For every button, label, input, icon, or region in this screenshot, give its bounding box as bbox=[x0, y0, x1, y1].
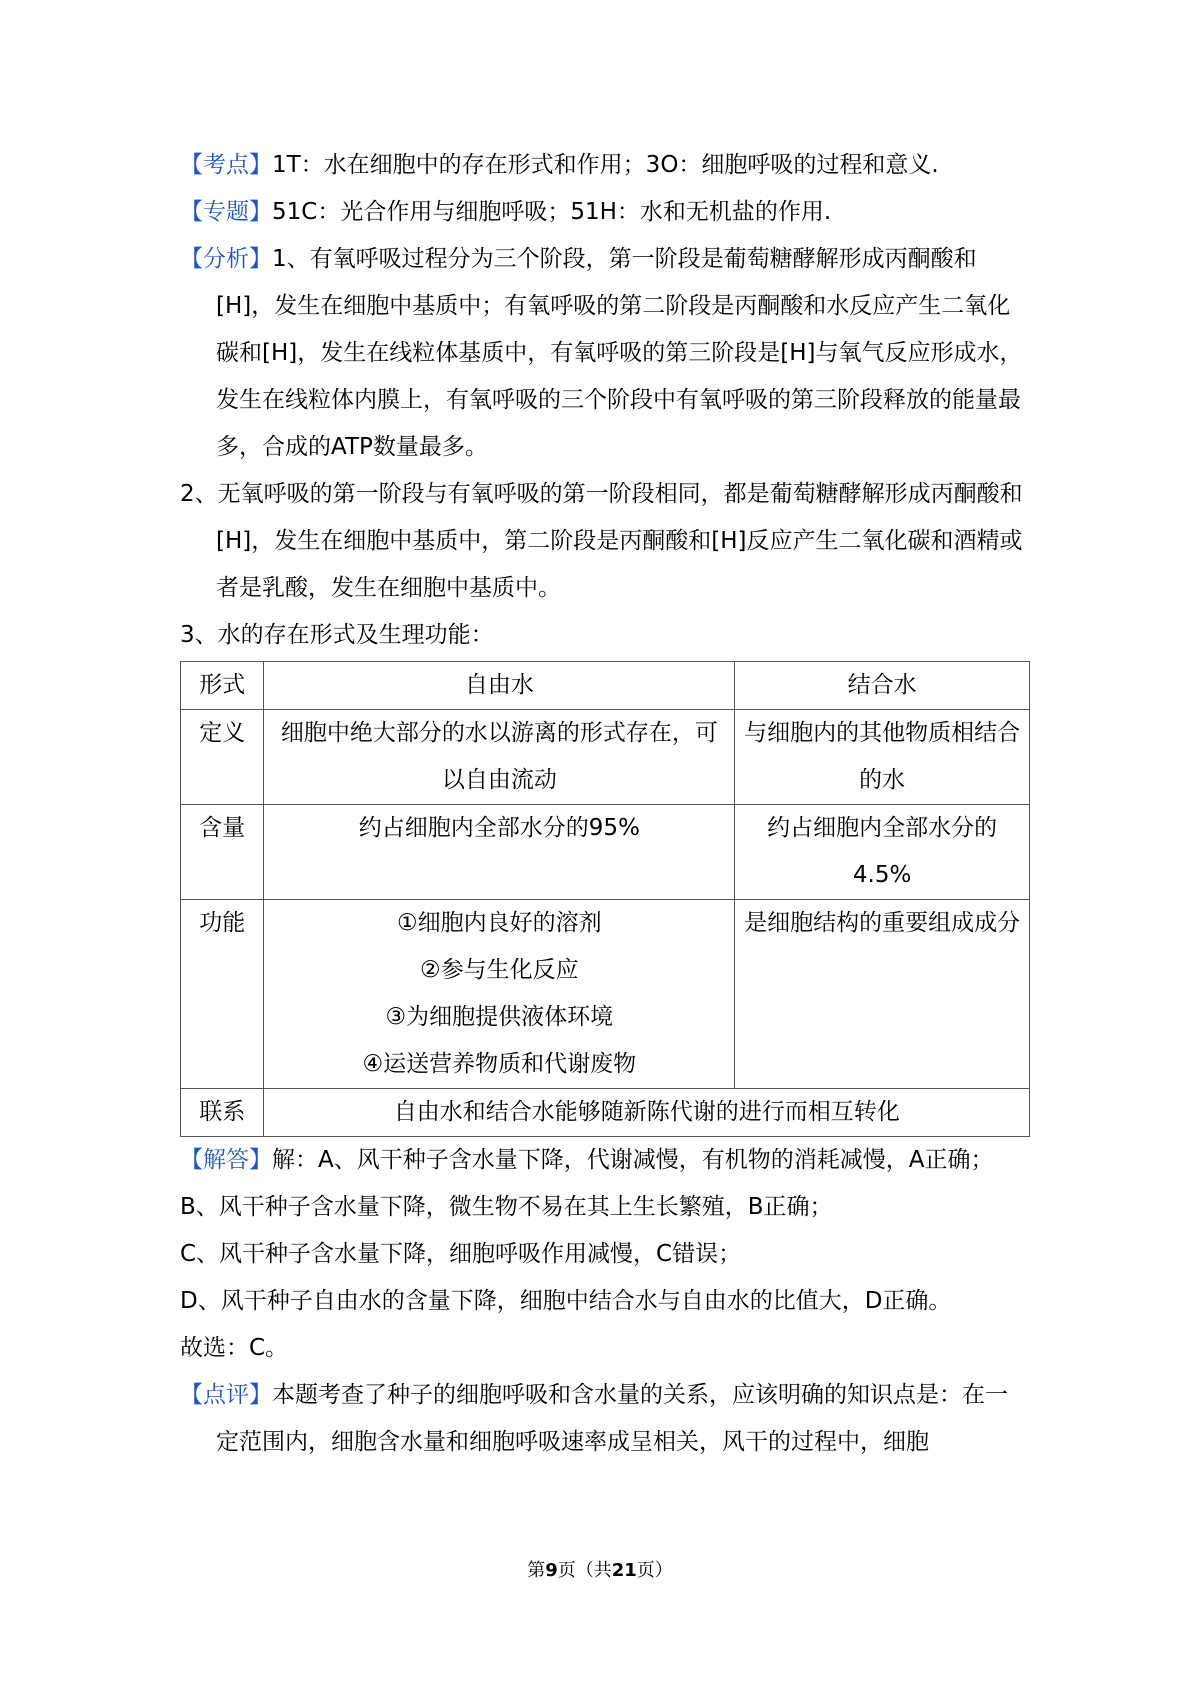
footer-total-pages: 21 bbox=[611, 1560, 637, 1581]
jieda-paragraph bbox=[180, 1137, 1025, 1184]
relation-text: 自由水和结合水能够随新陈代谢的进行而相互转化 bbox=[264, 1089, 1030, 1137]
bound-water-content: 约占细胞内全部水分的4.5% bbox=[735, 805, 1030, 900]
bound-water-function: 是细胞结构的重要组成成分 bbox=[735, 900, 1030, 1089]
water-forms-table bbox=[180, 661, 1030, 1137]
function-2: ②参与生化反应 bbox=[420, 957, 579, 983]
header-bound-water: 结合水 bbox=[735, 662, 1030, 710]
function-3: ③为细胞提供液体环境 bbox=[385, 1004, 614, 1030]
fenxi-paragraph-1 bbox=[180, 236, 1025, 471]
footer-post: 页） bbox=[636, 1560, 673, 1581]
free-water-functions bbox=[264, 900, 735, 1089]
table-header-row bbox=[181, 662, 1030, 710]
free-water-definition: 细胞中绝大部分的水以游离的形式存在，可以自由流动 bbox=[264, 710, 735, 805]
kaodian-text: 1T：水在细胞中的存在形式和作用；3O：细胞呼吸的过程和意义. bbox=[272, 152, 939, 178]
kaodian-tag: 【考点】 bbox=[180, 152, 272, 178]
table-row-content bbox=[181, 805, 1030, 900]
answer-content bbox=[180, 142, 1025, 1466]
jieda-c: C、风干种子含水量下降，细胞呼吸作用减慢，C错误； bbox=[180, 1241, 742, 1267]
dianping-text: 本题考查了种子的细胞呼吸和含水量的关系，应该明确的知识点是：在一定范围内，细胞含水量和细胞呼吸速率成呈相关，风干的过程中，细胞 bbox=[216, 1382, 1008, 1455]
label-function: 功能 bbox=[181, 900, 264, 1089]
zhuanti-line bbox=[180, 189, 1025, 236]
footer-page-number: 9 bbox=[545, 1560, 558, 1581]
label-content: 含量 bbox=[181, 805, 264, 900]
header-form: 形式 bbox=[181, 662, 264, 710]
zhuanti-tag: 【专题】 bbox=[180, 199, 272, 225]
jieda-b: B、风干种子含水量下降，微生物不易在其上生长繁殖，B正确； bbox=[180, 1194, 833, 1220]
label-relation: 联系 bbox=[181, 1089, 264, 1137]
dianping-paragraph bbox=[180, 1372, 1025, 1466]
dianping-tag: 【点评】 bbox=[180, 1382, 272, 1408]
fenxi-tag: 【分析】 bbox=[180, 246, 272, 272]
footer-mid: 页（共 bbox=[557, 1560, 612, 1581]
bound-water-definition: 与细胞内的其他物质相结合的水 bbox=[735, 710, 1030, 805]
table-row-definition bbox=[181, 710, 1030, 805]
jieda-choice: 故选：C。 bbox=[180, 1335, 289, 1361]
footer-pre: 第 bbox=[527, 1560, 546, 1581]
table-row-relation bbox=[181, 1089, 1030, 1137]
kaodian-line bbox=[180, 142, 1025, 189]
free-water-content: 约占细胞内全部水分的95% bbox=[264, 805, 735, 900]
jieda-tag: 【解答】 bbox=[180, 1147, 272, 1173]
table-row-function bbox=[181, 900, 1030, 1089]
header-free-water: 自由水 bbox=[264, 662, 735, 710]
fenxi-paragraph-3: 3、水的存在形式及生理功能： bbox=[180, 622, 494, 648]
page-footer bbox=[0, 1556, 1200, 1582]
jieda-a: 解：A、风干种子含水量下降，代谢减慢，有机物的消耗减慢，A正确； bbox=[272, 1147, 994, 1173]
fenxi-text-1: 1、有氧呼吸过程分为三个阶段，第一阶段是葡萄糖酵解形成丙酮酸和[H]，发生在细胞中基质中；有氧呼吸的第二阶段是丙酮酸和水反应产生二氧化碳和[H]，发生在线粒体基质中，有氧呼吸的第三阶段是[H]与氧气反应形成水，发生在线粒体内膜上，有氧呼吸的三个阶段中有氧呼吸的第三阶段释放的能量最多，合成的ATP数量最多。 bbox=[216, 246, 1023, 460]
fenxi-paragraph-2: 2、无氧呼吸的第一阶段与有氧呼吸的第一阶段相同，都是葡萄糖酵解形成丙酮酸和[H]，发生在细胞中基质中，第二阶段是丙酮酸和[H]反应产生二氧化碳和酒精或者是乳酸，发生在细胞中基质中。 bbox=[180, 481, 1023, 601]
function-1: ①细胞内良好的溶剂 bbox=[397, 910, 602, 936]
function-4: ④运送营养物质和代谢废物 bbox=[362, 1051, 637, 1077]
jieda-d: D、风干种子自由水的含量下降，细胞中结合水与自由水的比值大，D正确。 bbox=[180, 1288, 952, 1314]
zhuanti-text: 51C：光合作用与细胞呼吸；51H：水和无机盐的作用. bbox=[272, 199, 832, 225]
label-definition: 定义 bbox=[181, 710, 264, 805]
